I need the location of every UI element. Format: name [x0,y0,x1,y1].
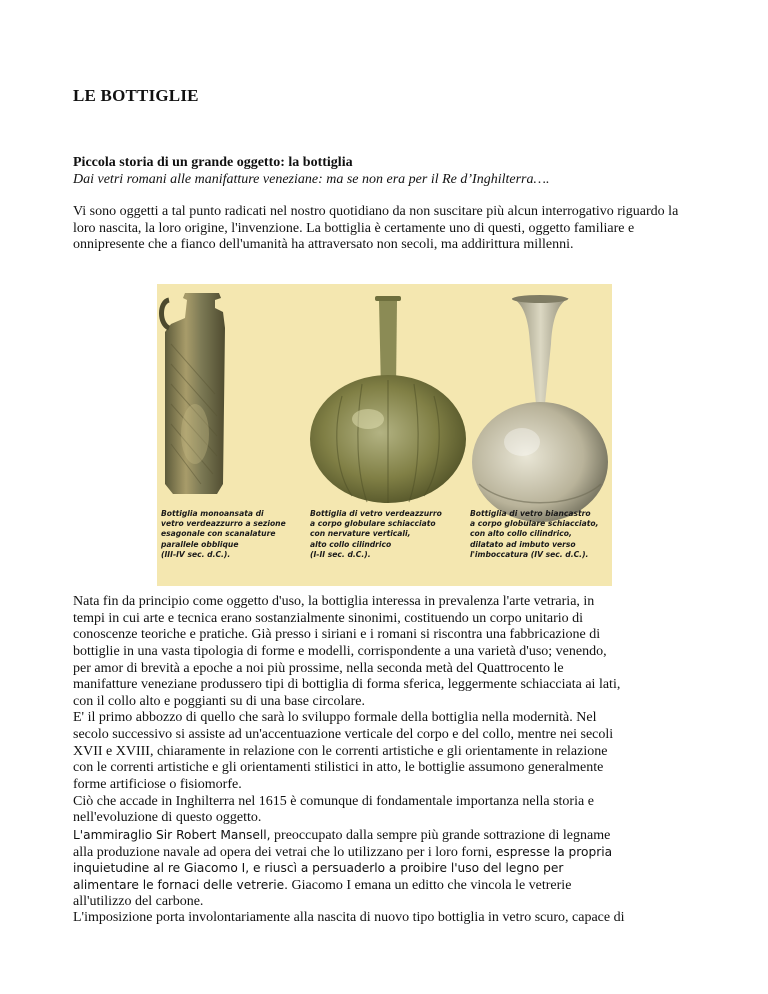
article-body [73,594,713,927]
bottle-hexagonal-icon [162,293,226,494]
body-line: all'utilizzo del carbone. [73,893,204,909]
figure-caption-1: Bottiglia monoansata di vetro verdeazzurro a sezione esagonale con scanalature parallele obblique (III-IV sec. d.C.). [161,509,286,559]
body-line: conoscenze teoriche e pratiche. Già presso i siriani e i romani si riscontra una fabbricazione di [73,627,601,643]
body-line: alimentare le fornaci delle vetrerie. Giacomo I emana un editto che vincola le vetrerie [73,877,572,893]
body-line: forme artificiose o fisiomorfe. [73,777,242,793]
article-subtitle: Piccola storia di un grande oggetto: la bottiglia [73,155,353,170]
body-line: alla produzione navale ad opera dei vetrai che lo utilizzano per i loro forni, espresse la propria [73,844,613,860]
body-line: XVII e XVIII, chiaramente in relazione con le correnti artistiche e gli orientamente in relazione [73,743,608,759]
body-line: tempi in cui arte e tecnica erano sostanzialmente sinonimi, costituendo un corpo unitario di [73,610,584,626]
bottle-funnel-neck-icon [472,295,608,522]
body-line: per amor di brevità a epoche a noi più prossime, nella seconda metà del Quattrocento le [73,660,564,676]
body-line: L'ammiraglio Sir Robert Mansell, preoccupato dalla sempre più grande sottrazione di legname [73,827,611,843]
body-line: con il collo alto e poggianti su di una base circolare. [73,693,365,709]
bottle-globular-ribbed-icon [310,296,466,503]
bottles-figure [157,284,612,586]
body-line: bottiglie in una vasta tipologia di forme e modelli, corrispondente a una varietà d'uso; venendo, [73,643,607,659]
body-line: nell'evoluzione di questo oggetto. [73,810,262,826]
figure-caption-2: Bottiglia di vetro verdeazzurro a corpo globulare schiacciato con nervature verticali, alto collo cilindrico (I-II sec. d.C.). [310,509,442,559]
body-line: secolo successivo si assiste ad un'accentuazione verticale del corpo e del collo, mentre nei secoli [73,727,614,743]
page-title: LE BOTTIGLIE [73,86,199,105]
body-line: Ciò che accade in Inghilterra nel 1615 è comunque di fondamentale importanza nella storia e [73,793,594,809]
body-line: Nata fin da principio come oggetto d'uso, la bottiglia interessa in prevalenza l'arte vetraria, in [73,594,595,609]
article-lede: Dai vetri romani alle manifatture veneziane: ma se non era per il Re d’Inghilterra…. [73,172,550,187]
body-line: E' il primo abbozzo di quello che sarà lo sviluppo formale della bottiglia nella modernità. Nel [73,710,597,726]
body-line: inquietudine al re Giacomo I, e riuscì a persuaderlo a proibire l'uso del legno per [73,861,564,876]
intro-paragraph: Vi sono oggetti a tal punto radicati nel nostro quotidiano da non suscitare più alcun interrogativo riguardo la loro nascita, la loro origine, l'invenzione. La bottiglia è certamente uno di questi, oggetto familiare e onnipresente che a fianco dell'umanità ha attraversato non secoli, ma addirittura millenni. [73,204,679,253]
body-line: manifatture veneziane produssero tipi di bottiglia di forma sferica, leggermente schiacciata ai lati, [73,677,621,693]
body-line: con le correnti artistiche e gli orientamenti stilistici in atto, le bottiglie assumono generalmente [73,760,604,776]
figure-caption-3: Bottiglia di vetro biancastro a corpo globulare schiacciato, con alto collo cilindrico, dilatato ad imbuto verso l'imboccatura (IV sec. d.C.). [470,509,599,559]
body-line: L'imposizione porta involontariamente alla nascita di nuovo tipo bottiglia in vetro scuro, capace di [73,910,625,926]
